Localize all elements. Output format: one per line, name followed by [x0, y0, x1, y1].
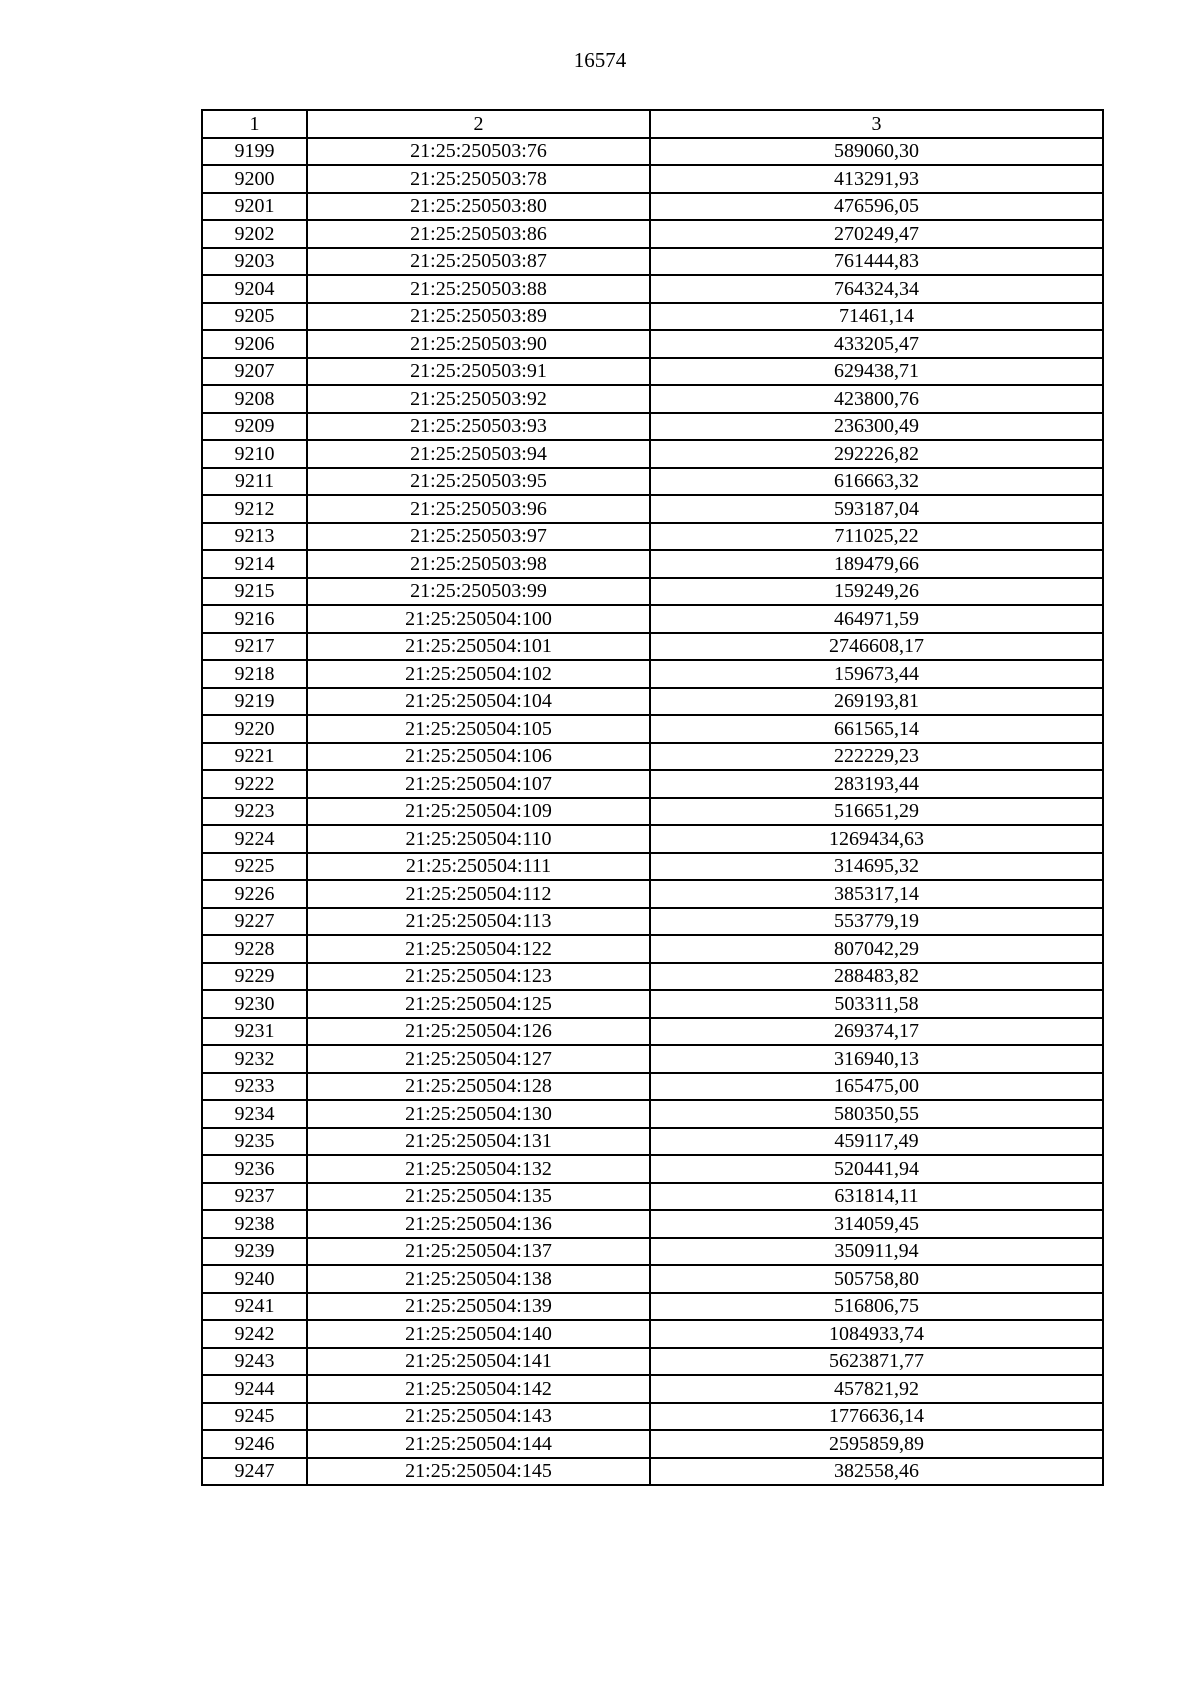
row-number-cell: 9204: [202, 275, 307, 303]
value-cell: 382558,46: [650, 1458, 1103, 1486]
table-row: [202, 963, 1103, 991]
value-cell: 589060,30: [650, 138, 1103, 166]
cadastral-number-cell: 21:25:250503:93: [307, 413, 650, 441]
cadastral-number-cell: 21:25:250504:126: [307, 1018, 650, 1046]
cadastral-number-cell: 21:25:250504:136: [307, 1210, 650, 1238]
table-row: [202, 1265, 1103, 1293]
table-row: [202, 165, 1103, 193]
table-row: [202, 1210, 1103, 1238]
cadastral-number-cell: 21:25:250504:137: [307, 1238, 650, 1266]
table-row: [202, 385, 1103, 413]
table-header: [202, 110, 1103, 138]
cadastral-number-cell: 21:25:250504:139: [307, 1293, 650, 1321]
table-row: [202, 605, 1103, 633]
value-cell: 807042,29: [650, 935, 1103, 963]
table-row: [202, 853, 1103, 881]
table-row: [202, 578, 1103, 606]
table-row: [202, 935, 1103, 963]
row-number-cell: 9200: [202, 165, 307, 193]
row-number-cell: 9241: [202, 1293, 307, 1321]
column-header-2: 2: [307, 110, 650, 138]
table-body: [202, 138, 1103, 1486]
value-cell: 236300,49: [650, 413, 1103, 441]
cadastral-number-cell: 21:25:250504:141: [307, 1348, 650, 1376]
table-row: [202, 550, 1103, 578]
row-number-cell: 9225: [202, 853, 307, 881]
row-number-cell: 9207: [202, 358, 307, 386]
table-row: [202, 523, 1103, 551]
row-number-cell: 9246: [202, 1430, 307, 1458]
row-number-cell: 9226: [202, 880, 307, 908]
value-cell: 580350,55: [650, 1100, 1103, 1128]
cadastral-number-cell: 21:25:250504:128: [307, 1073, 650, 1101]
value-cell: 314059,45: [650, 1210, 1103, 1238]
row-number-cell: 9206: [202, 330, 307, 358]
table-row: [202, 1348, 1103, 1376]
cadastral-number-cell: 21:25:250504:122: [307, 935, 650, 963]
table-row: [202, 688, 1103, 716]
value-cell: 516806,75: [650, 1293, 1103, 1321]
cadastral-number-cell: 21:25:250503:96: [307, 495, 650, 523]
table-row: [202, 330, 1103, 358]
value-cell: 222229,23: [650, 743, 1103, 771]
cadastral-number-cell: 21:25:250504:109: [307, 798, 650, 826]
row-number-cell: 9231: [202, 1018, 307, 1046]
table-row: [202, 1128, 1103, 1156]
row-number-cell: 9203: [202, 248, 307, 276]
value-cell: 423800,76: [650, 385, 1103, 413]
value-cell: 189479,66: [650, 550, 1103, 578]
row-number-cell: 9220: [202, 715, 307, 743]
cadastral-number-cell: 21:25:250503:80: [307, 193, 650, 221]
cadastral-number-cell: 21:25:250503:87: [307, 248, 650, 276]
row-number-cell: 9229: [202, 963, 307, 991]
value-cell: 269374,17: [650, 1018, 1103, 1046]
column-header-1: 1: [202, 110, 307, 138]
cadastral-number-cell: 21:25:250504:138: [307, 1265, 650, 1293]
column-header-3: 3: [650, 110, 1103, 138]
table-row: [202, 248, 1103, 276]
value-cell: 316940,13: [650, 1045, 1103, 1073]
table-row: [202, 1458, 1103, 1486]
value-cell: 761444,83: [650, 248, 1103, 276]
row-number-cell: 9240: [202, 1265, 307, 1293]
cadastral-number-cell: 21:25:250504:101: [307, 633, 650, 661]
header-row: [202, 110, 1103, 138]
row-number-cell: 9215: [202, 578, 307, 606]
value-cell: 270249,47: [650, 220, 1103, 248]
cadastral-number-cell: 21:25:250503:99: [307, 578, 650, 606]
row-number-cell: 9222: [202, 770, 307, 798]
table-row: [202, 990, 1103, 1018]
row-number-cell: 9221: [202, 743, 307, 771]
table-row: [202, 303, 1103, 331]
table-row: [202, 825, 1103, 853]
cadastral-number-cell: 21:25:250504:105: [307, 715, 650, 743]
row-number-cell: 9247: [202, 1458, 307, 1486]
table-row: [202, 743, 1103, 771]
cadastral-number-cell: 21:25:250503:94: [307, 440, 650, 468]
value-cell: 5623871,77: [650, 1348, 1103, 1376]
value-cell: 283193,44: [650, 770, 1103, 798]
cadastral-number-cell: 21:25:250504:145: [307, 1458, 650, 1486]
row-number-cell: 9223: [202, 798, 307, 826]
table-row: [202, 1403, 1103, 1431]
value-cell: 661565,14: [650, 715, 1103, 743]
value-cell: 505758,80: [650, 1265, 1103, 1293]
value-cell: 711025,22: [650, 523, 1103, 551]
cadastral-number-cell: 21:25:250503:92: [307, 385, 650, 413]
table-row: [202, 880, 1103, 908]
cadastral-number-cell: 21:25:250504:140: [307, 1320, 650, 1348]
cadastral-number-cell: 21:25:250504:131: [307, 1128, 650, 1156]
cadastral-number-cell: 21:25:250503:95: [307, 468, 650, 496]
table-row: [202, 440, 1103, 468]
cadastral-number-cell: 21:25:250504:125: [307, 990, 650, 1018]
table-row: [202, 715, 1103, 743]
value-cell: 593187,04: [650, 495, 1103, 523]
table-row: [202, 275, 1103, 303]
row-number-cell: 9205: [202, 303, 307, 331]
table-row: [202, 468, 1103, 496]
cadastral-number-cell: 21:25:250504:113: [307, 908, 650, 936]
row-number-cell: 9242: [202, 1320, 307, 1348]
table-row: [202, 1238, 1103, 1266]
cadastral-number-cell: 21:25:250503:98: [307, 550, 650, 578]
row-number-cell: 9201: [202, 193, 307, 221]
row-number-cell: 9228: [202, 935, 307, 963]
value-cell: 385317,14: [650, 880, 1103, 908]
value-cell: 631814,11: [650, 1183, 1103, 1211]
value-cell: 288483,82: [650, 963, 1103, 991]
row-number-cell: 9216: [202, 605, 307, 633]
value-cell: 1084933,74: [650, 1320, 1103, 1348]
row-number-cell: 9232: [202, 1045, 307, 1073]
table-row: [202, 1183, 1103, 1211]
value-cell: 71461,14: [650, 303, 1103, 331]
table-row: [202, 1073, 1103, 1101]
value-cell: 476596,05: [650, 193, 1103, 221]
cadastral-number-cell: 21:25:250503:89: [307, 303, 650, 331]
cadastral-number-cell: 21:25:250503:86: [307, 220, 650, 248]
row-number-cell: 9208: [202, 385, 307, 413]
cadastral-number-cell: 21:25:250503:97: [307, 523, 650, 551]
cadastral-number-cell: 21:25:250504:144: [307, 1430, 650, 1458]
value-cell: 159673,44: [650, 660, 1103, 688]
row-number-cell: 9244: [202, 1375, 307, 1403]
cadastral-number-cell: 21:25:250503:88: [307, 275, 650, 303]
row-number-cell: 9218: [202, 660, 307, 688]
value-cell: 159249,26: [650, 578, 1103, 606]
cadastral-number-cell: 21:25:250504:142: [307, 1375, 650, 1403]
row-number-cell: 9227: [202, 908, 307, 936]
cadastral-number-cell: 21:25:250504:106: [307, 743, 650, 771]
row-number-cell: 9243: [202, 1348, 307, 1376]
data-table: [201, 109, 1104, 1486]
value-cell: 516651,29: [650, 798, 1103, 826]
value-cell: 413291,93: [650, 165, 1103, 193]
value-cell: 520441,94: [650, 1155, 1103, 1183]
table-row: [202, 1320, 1103, 1348]
row-number-cell: 9213: [202, 523, 307, 551]
table-row: [202, 1430, 1103, 1458]
row-number-cell: 9239: [202, 1238, 307, 1266]
table-row: [202, 1293, 1103, 1321]
value-cell: 292226,82: [650, 440, 1103, 468]
value-cell: 503311,58: [650, 990, 1103, 1018]
cadastral-number-cell: 21:25:250504:102: [307, 660, 650, 688]
table-row: [202, 770, 1103, 798]
value-cell: 2746608,17: [650, 633, 1103, 661]
cadastral-number-cell: 21:25:250504:135: [307, 1183, 650, 1211]
table-row: [202, 220, 1103, 248]
cadastral-number-cell: 21:25:250503:91: [307, 358, 650, 386]
row-number-cell: 9235: [202, 1128, 307, 1156]
cadastral-number-cell: 21:25:250504:100: [307, 605, 650, 633]
row-number-cell: 9236: [202, 1155, 307, 1183]
cadastral-number-cell: 21:25:250504:130: [307, 1100, 650, 1128]
value-cell: 1776636,14: [650, 1403, 1103, 1431]
row-number-cell: 9234: [202, 1100, 307, 1128]
table-row: [202, 1100, 1103, 1128]
value-cell: 1269434,63: [650, 825, 1103, 853]
value-cell: 764324,34: [650, 275, 1103, 303]
cadastral-number-cell: 21:25:250504:104: [307, 688, 650, 716]
row-number-cell: 9209: [202, 413, 307, 441]
value-cell: 433205,47: [650, 330, 1103, 358]
value-cell: 314695,32: [650, 853, 1103, 881]
value-cell: 629438,71: [650, 358, 1103, 386]
page-number: 16574: [573, 48, 627, 72]
cadastral-number-cell: 21:25:250503:78: [307, 165, 650, 193]
table-row: [202, 1018, 1103, 1046]
row-number-cell: 9212: [202, 495, 307, 523]
table-row: [202, 1155, 1103, 1183]
table-row: [202, 413, 1103, 441]
row-number-cell: 9202: [202, 220, 307, 248]
row-number-cell: 9245: [202, 1403, 307, 1431]
row-number-cell: 9224: [202, 825, 307, 853]
value-cell: 350911,94: [650, 1238, 1103, 1266]
table-row: [202, 660, 1103, 688]
cadastral-number-cell: 21:25:250504:112: [307, 880, 650, 908]
cadastral-number-cell: 21:25:250504:111: [307, 853, 650, 881]
value-cell: 165475,00: [650, 1073, 1103, 1101]
row-number-cell: 9230: [202, 990, 307, 1018]
value-cell: 2595859,89: [650, 1430, 1103, 1458]
row-number-cell: 9217: [202, 633, 307, 661]
row-number-cell: 9214: [202, 550, 307, 578]
cadastral-number-cell: 21:25:250503:76: [307, 138, 650, 166]
cadastral-number-cell: 21:25:250504:110: [307, 825, 650, 853]
row-number-cell: 9219: [202, 688, 307, 716]
cadastral-number-cell: 21:25:250504:107: [307, 770, 650, 798]
row-number-cell: 9237: [202, 1183, 307, 1211]
value-cell: 269193,81: [650, 688, 1103, 716]
row-number-cell: 9199: [202, 138, 307, 166]
table-row: [202, 495, 1103, 523]
table-row: [202, 798, 1103, 826]
table-row: [202, 193, 1103, 221]
value-cell: 464971,59: [650, 605, 1103, 633]
row-number-cell: 9238: [202, 1210, 307, 1238]
row-number-cell: 9211: [202, 468, 307, 496]
table-row: [202, 358, 1103, 386]
cadastral-number-cell: 21:25:250504:127: [307, 1045, 650, 1073]
row-number-cell: 9233: [202, 1073, 307, 1101]
row-number-cell: 9210: [202, 440, 307, 468]
value-cell: 459117,49: [650, 1128, 1103, 1156]
cadastral-number-cell: 21:25:250504:123: [307, 963, 650, 991]
value-cell: 616663,32: [650, 468, 1103, 496]
cadastral-number-cell: 21:25:250504:132: [307, 1155, 650, 1183]
value-cell: 553779,19: [650, 908, 1103, 936]
table-row: [202, 1045, 1103, 1073]
table-row: [202, 138, 1103, 166]
table-row: [202, 908, 1103, 936]
table-row: [202, 633, 1103, 661]
table-row: [202, 1375, 1103, 1403]
cadastral-number-cell: 21:25:250503:90: [307, 330, 650, 358]
value-cell: 457821,92: [650, 1375, 1103, 1403]
cadastral-number-cell: 21:25:250504:143: [307, 1403, 650, 1431]
